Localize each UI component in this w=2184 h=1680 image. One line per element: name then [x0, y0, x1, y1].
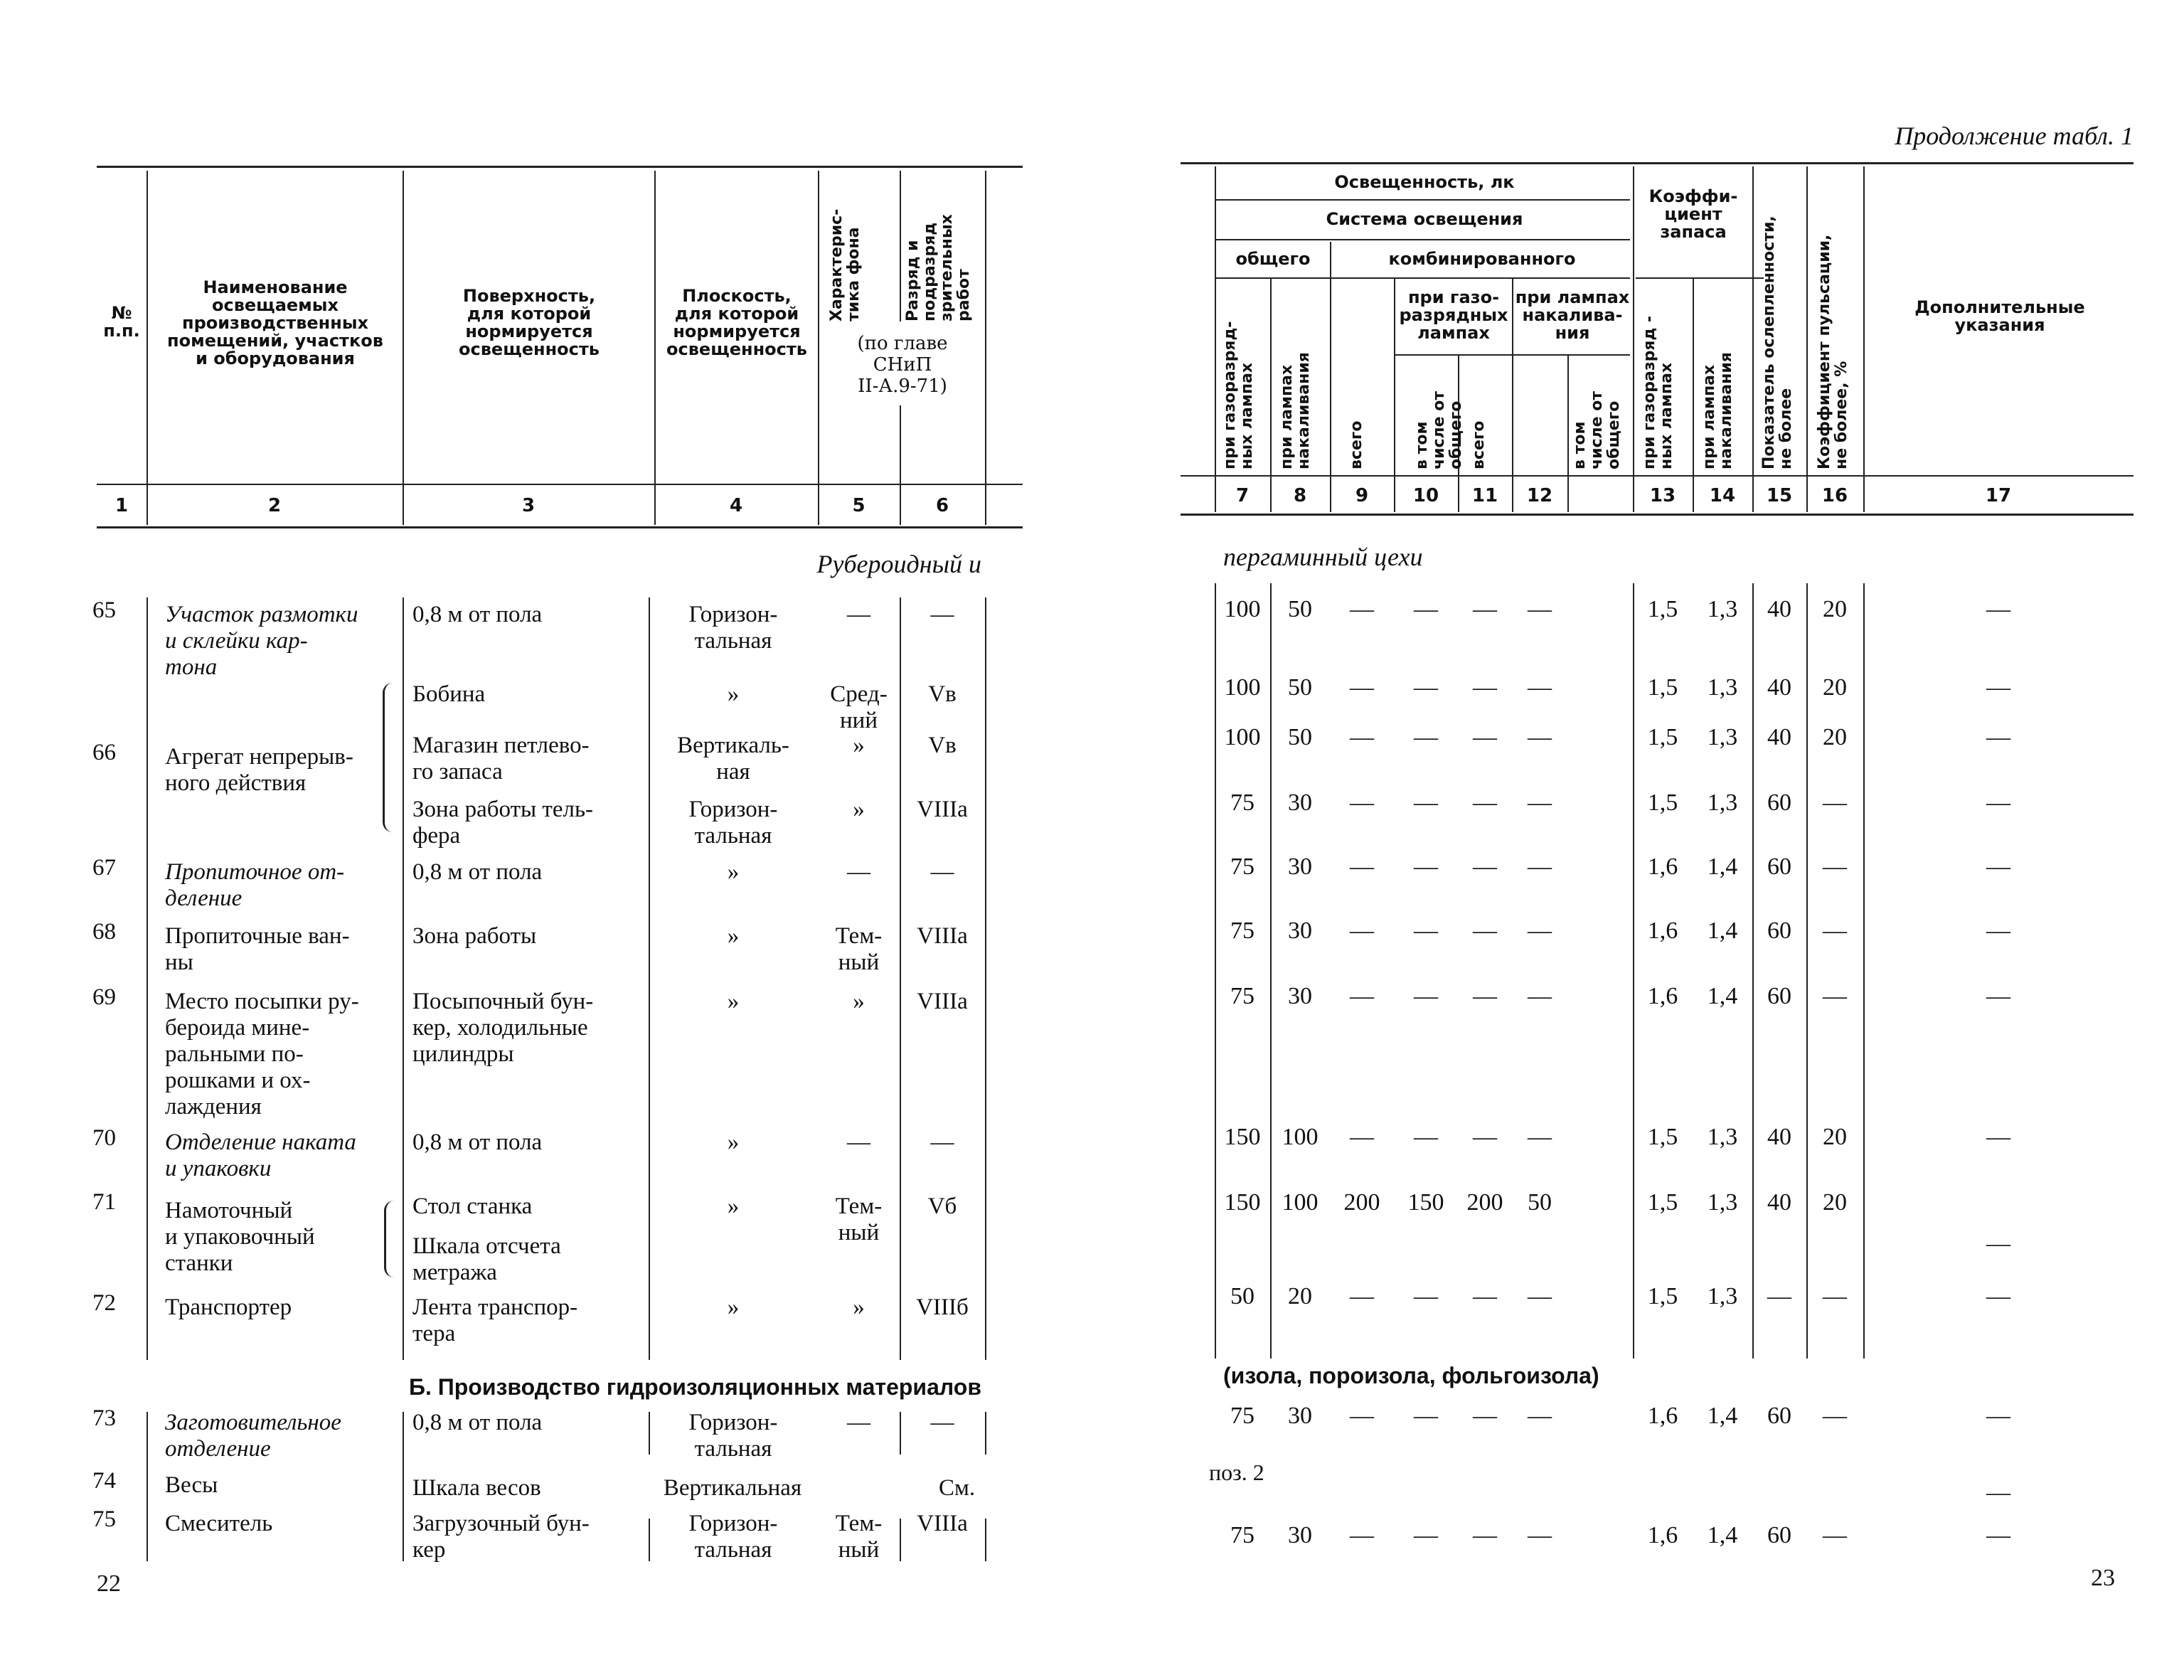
row-72-name: Транспортер	[165, 1294, 292, 1320]
row-71-plane: »	[727, 1193, 740, 1219]
row-75-grade: VIIIа	[917, 1511, 968, 1536]
row-66a-bg: Сред- ний	[830, 681, 888, 733]
right-row-1-col-10: —	[1414, 596, 1438, 622]
header-col12: в том числе от общего	[1571, 390, 1623, 469]
right-row-1-col-13: 1,5	[1647, 596, 1678, 622]
row-68-num: 68	[92, 919, 116, 945]
right-row-1-col-9: —	[1350, 596, 1374, 622]
right-row-9-col-9: 200	[1343, 1189, 1380, 1216]
right-row-1-col-17: —	[1986, 596, 2010, 622]
col-num-1: 1	[114, 495, 129, 516]
col-num-9: 9	[1355, 485, 1369, 506]
row-66b-plane: Вертикаль- ная	[677, 733, 789, 785]
right-row-8-col-8: 100	[1282, 1124, 1319, 1150]
right-row-11-col-12: —	[1528, 1283, 1552, 1309]
right-subheading: пергаминный цехи	[1223, 543, 1423, 571]
col-num-16: 16	[1821, 485, 1848, 506]
right-row-5-col-10: —	[1414, 854, 1438, 880]
row-72-grade: VIIIб	[916, 1294, 969, 1320]
row-75-bg: Тем- ный	[835, 1511, 883, 1563]
section-b-heading: Б. Производство гидроизоляционных материалов	[408, 1374, 981, 1400]
row-66c-grade: VIIIа	[917, 797, 968, 822]
header-background: Характерис- тика фона	[828, 208, 863, 321]
right-row-1-col-16: 20	[1823, 596, 1847, 622]
right-row-11-col-14: 1,3	[1707, 1283, 1738, 1309]
right-row-5-col-16: —	[1823, 854, 1847, 880]
header-col17: Дополнительные указания	[1914, 297, 2085, 335]
right-row-14-col-15: 60	[1767, 1522, 1791, 1548]
row-73-surface: 0,8 м от пола	[412, 1410, 543, 1435]
row-72-num: 72	[92, 1290, 116, 1316]
right-row-4-col-13: 1,5	[1647, 790, 1678, 816]
right-row-3-col-7: 100	[1224, 724, 1261, 750]
col-num-12: 12	[1526, 485, 1553, 506]
right-row-11-col-11: —	[1473, 1283, 1497, 1309]
right-row-10-col-17: —	[1986, 1230, 2010, 1257]
right-row-9-col-15: 40	[1767, 1189, 1791, 1216]
right-row-3-col-13: 1,5	[1647, 724, 1678, 750]
right-row-8-col-9: —	[1350, 1124, 1374, 1150]
col-num-4: 4	[729, 495, 743, 516]
right-row-11-col-9: —	[1350, 1283, 1374, 1309]
col-num-6: 6	[935, 495, 949, 516]
row-69-plane: »	[727, 989, 740, 1014]
col-num-13: 13	[1649, 485, 1676, 506]
row-71-surface: Стол станка	[412, 1193, 533, 1219]
right-row-8-col-13: 1,5	[1647, 1124, 1678, 1150]
right-row-2-col-15: 40	[1767, 674, 1791, 701]
right-row-4-col-16: —	[1823, 790, 1847, 816]
right-row-14-col-14: 1,4	[1707, 1522, 1738, 1548]
row-66b-grade: Vв	[928, 733, 957, 758]
right-row-2-col-17: —	[1986, 674, 2010, 701]
row-67-num: 67	[92, 855, 116, 881]
row-70-num: 70	[92, 1125, 116, 1151]
right-row-1-col-11: —	[1473, 596, 1497, 622]
header-col16: Коэффициент пульсации, не более, %	[1816, 234, 1850, 469]
row-74-surface: Шкала весов	[412, 1475, 541, 1501]
header-system: Система освещения	[1326, 209, 1523, 229]
right-row-3-col-17: —	[1986, 724, 2010, 750]
right-row-8-col-16: 20	[1823, 1124, 1847, 1150]
row-66-num: 66	[92, 740, 116, 765]
right-row-6-col-13: 1,6	[1647, 918, 1678, 944]
header-col7: при газоразряд- ных лампах	[1221, 321, 1256, 469]
right-row-8-col-11: —	[1473, 1124, 1497, 1150]
row-65-name: Участок размотки и склейки кар- тона	[165, 602, 358, 680]
header-col8: при лампах накаливания	[1278, 352, 1313, 469]
right-row-11-col-17: —	[1986, 1283, 2010, 1309]
header-col15: Показатель ослепленности, не более	[1760, 216, 1795, 469]
right-row-11-col-16: —	[1823, 1283, 1847, 1309]
col-num-3: 3	[521, 495, 536, 516]
header-plane: Плоскость, для которой нормируется освещенность	[666, 286, 807, 359]
right-row-14-col-13: 1,6	[1647, 1522, 1678, 1548]
right-row-9-col-7: 150	[1224, 1189, 1261, 1216]
header-grade: Разряд и подразряд зрительных работ	[904, 214, 973, 321]
right-row-3-col-14: 1,3	[1707, 724, 1738, 750]
header-surface: Поверхность, для которой нормируется освещенность	[459, 286, 600, 359]
col-num-17: 17	[1985, 485, 2012, 506]
header-illumination: Освещенность, лк	[1334, 172, 1515, 192]
right-row-6-col-16: —	[1823, 918, 1847, 944]
right-row-11-col-8: 20	[1288, 1283, 1312, 1309]
row-66b-surface: Магазин петлево- го запаса	[412, 733, 590, 785]
row-73-num: 73	[92, 1405, 116, 1431]
right-row-3-col-10: —	[1414, 724, 1438, 750]
right-row-7-col-15: 60	[1767, 983, 1791, 1009]
row-65-plane: Горизон- тальная	[688, 602, 778, 654]
row-67-plane: »	[727, 859, 740, 885]
header-num: № п.п.	[103, 303, 140, 341]
right-row-14-col-17: —	[1986, 1522, 2010, 1548]
continuation-caption: Продолжение табл. 1	[1895, 122, 2134, 150]
right-row-3-col-8: 50	[1288, 724, 1312, 750]
right-row-12-col-12: —	[1528, 1403, 1552, 1429]
right-row-5-col-8: 30	[1288, 854, 1312, 880]
right-row-7-col-14: 1,4	[1707, 983, 1738, 1009]
row-66-bracket	[383, 683, 396, 832]
row-75-num: 75	[92, 1506, 116, 1532]
right-row-6-col-17: —	[1986, 918, 2010, 944]
right-row-6-col-7: 75	[1230, 918, 1255, 944]
right-row-12-col-11: —	[1473, 1403, 1497, 1429]
right-row-2-col-14: 1,3	[1707, 674, 1738, 701]
right-row-1-col-8: 50	[1288, 596, 1312, 622]
right-row-7-col-17: —	[1986, 983, 2010, 1009]
right-row-5-col-14: 1,4	[1707, 854, 1738, 880]
right-row-9-col-8: 100	[1282, 1189, 1319, 1216]
row-65-num: 65	[92, 597, 116, 623]
col-num-10: 10	[1412, 485, 1439, 506]
right-row-8-col-17: —	[1986, 1124, 2010, 1150]
right-row-14-col-16: —	[1823, 1522, 1847, 1548]
right-row-11-col-15: —	[1767, 1283, 1791, 1309]
header-col9: всего	[1348, 420, 1365, 469]
header-col14: при лампах накаливания	[1700, 352, 1735, 469]
col-num-2: 2	[267, 495, 282, 516]
right-row-4-col-7: 75	[1230, 790, 1255, 816]
row-73-name: Заготовительное отделение	[165, 1410, 341, 1462]
row-66a-grade: Vв	[928, 681, 957, 707]
right-row-8-col-14: 1,3	[1707, 1124, 1738, 1150]
row-71-num: 71	[92, 1189, 116, 1215]
right-row-1-col-12: —	[1528, 596, 1552, 622]
row-66a-surface: Бобина	[412, 681, 486, 707]
row-69-grade: VIIIа	[917, 989, 968, 1014]
right-row-5-col-15: 60	[1767, 854, 1791, 880]
col-num-8: 8	[1293, 485, 1307, 506]
right-row-2-col-10: —	[1414, 674, 1438, 701]
section-subheading: Рубероидный и	[816, 550, 981, 578]
row-74-name: Весы	[165, 1472, 218, 1498]
right-row-12-col-14: 1,4	[1707, 1403, 1738, 1429]
right-row-14-col-10: —	[1414, 1522, 1438, 1548]
row-70-grade: —	[930, 1129, 954, 1155]
right-row-6-col-12: —	[1528, 918, 1552, 944]
row-65-bg: —	[847, 602, 870, 627]
row-72-bg: »	[853, 1294, 865, 1320]
row-67-name: Пропиточное от- деление	[165, 859, 345, 911]
right-row-4-col-9: —	[1350, 790, 1374, 816]
row-72-plane: »	[727, 1294, 740, 1320]
right-row-9-col-16: 20	[1823, 1189, 1847, 1216]
right-row-3-col-16: 20	[1823, 724, 1847, 750]
right-row-12-col-9: —	[1350, 1403, 1374, 1429]
row-67-bg: —	[847, 859, 870, 885]
right-row-4-col-15: 60	[1767, 790, 1791, 816]
right-row-14-col-12: —	[1528, 1522, 1552, 1548]
right-row-12-col-15: 60	[1767, 1403, 1791, 1429]
right-row-12-col-17: —	[1986, 1403, 2010, 1429]
right-row-5-col-13: 1,6	[1647, 854, 1678, 880]
right-row-13-col-17: —	[1986, 1479, 2010, 1506]
header-reserve: Коэффи- циент запаса	[1648, 186, 1738, 242]
page-number-left: 22	[97, 1570, 121, 1597]
row-65-grade: —	[930, 602, 954, 627]
right-row-6-col-15: 60	[1767, 918, 1791, 944]
row-71-name: Намоточный и упаковочный станки	[165, 1198, 315, 1276]
right-row-1-col-14: 1,3	[1707, 596, 1738, 622]
right-row-12-col-16: —	[1823, 1403, 1847, 1429]
col-num-5: 5	[852, 495, 865, 516]
header-combined: комбинированного	[1388, 249, 1576, 269]
right-row-8-col-10: —	[1414, 1124, 1438, 1150]
header-general: общего	[1235, 249, 1311, 269]
right-row-5-col-12: —	[1528, 854, 1552, 880]
row-75-name: Смеситель	[165, 1511, 273, 1536]
row-67-surface: 0,8 м от пола	[412, 859, 543, 885]
right-row-7-col-12: —	[1528, 983, 1552, 1009]
right-row-12-col-8: 30	[1288, 1403, 1312, 1429]
row-66c-plane: Горизон- тальная	[688, 797, 778, 849]
page-number-right: 23	[2091, 1565, 2115, 1591]
row-70-bg: —	[847, 1129, 870, 1155]
row-68-grade: VIIIа	[917, 923, 968, 949]
row-75-plane: Горизон- тальная	[688, 1511, 778, 1563]
right-row-2-col-12: —	[1528, 674, 1552, 701]
row-74-plane: Вертикальная	[663, 1475, 802, 1501]
right-row-7-col-8: 30	[1288, 983, 1312, 1009]
row-66c-bg: »	[853, 797, 865, 822]
col-num-15: 15	[1766, 485, 1793, 506]
row-66a-plane: »	[727, 681, 740, 707]
row-69-surface: Посыпочный бун- кер, холодильные цилиндры	[412, 989, 594, 1067]
right-row-3-col-12: —	[1528, 724, 1552, 750]
right-row-8-col-15: 40	[1767, 1124, 1791, 1150]
col-num-14: 14	[1709, 485, 1736, 506]
right-row-2-col-8: 50	[1288, 674, 1312, 701]
row-69-bg: »	[853, 989, 865, 1014]
right-row-11-col-10: —	[1414, 1283, 1438, 1309]
right-row-14-col-7: 75	[1230, 1522, 1255, 1548]
row-68-name: Пропиточные ван- ны	[165, 923, 350, 975]
row-68-surface: Зона работы	[412, 923, 537, 949]
right-row-9-col-12: 50	[1528, 1189, 1552, 1216]
row-70-plane: »	[727, 1129, 740, 1155]
right-row-12-col-10: —	[1414, 1403, 1438, 1429]
right-row-7-col-13: 1,6	[1647, 983, 1678, 1009]
right-row-8-col-7: 150	[1224, 1124, 1261, 1150]
right-row-2-col-13: 1,5	[1647, 674, 1678, 701]
row-72-surface: Лента транспор- тера	[412, 1294, 578, 1346]
right-row-4-col-8: 30	[1288, 790, 1312, 816]
row-68-plane: »	[727, 923, 740, 949]
right-row-1-col-7: 100	[1224, 596, 1261, 622]
right-row-9-col-14: 1,3	[1707, 1189, 1738, 1216]
right-row-9-col-10: 150	[1407, 1189, 1444, 1216]
right-row-7-col-16: —	[1823, 983, 1847, 1009]
right-page	[1095, 0, 2184, 1680]
row-66c-surface: Зона работы тель- фера	[412, 797, 594, 849]
right-row-7-col-10: —	[1414, 983, 1438, 1009]
right-row-4-col-10: —	[1414, 790, 1438, 816]
row-75-surface: Загрузочный бун- кер	[412, 1511, 590, 1563]
row-70-surface: 0,8 м от пола	[412, 1129, 543, 1155]
right-row-14-col-11: —	[1473, 1522, 1497, 1548]
right-row-5-col-11: —	[1473, 854, 1497, 880]
row-71-surface2: Шкала отсчета метража	[412, 1233, 561, 1285]
row-73-grade: —	[930, 1410, 954, 1435]
col-num-11: 11	[1471, 485, 1498, 506]
row-66b-bg: »	[853, 733, 865, 758]
right-row-2-col-16: 20	[1823, 674, 1847, 701]
right-row-4-col-17: —	[1986, 790, 2010, 816]
right-row-7-col-11: —	[1473, 983, 1497, 1009]
row-68-bg: Тем- ный	[835, 923, 883, 975]
row-71-bg: Тем- ный	[835, 1193, 883, 1245]
right-row-5-col-17: —	[1986, 854, 2010, 880]
right-row-6-col-9: —	[1350, 918, 1374, 944]
right-row-11-col-7: 50	[1230, 1283, 1255, 1309]
right-row-4-col-12: —	[1528, 790, 1552, 816]
right-row-14-col-8: 30	[1288, 1522, 1312, 1548]
right-row-6-col-14: 1,4	[1707, 918, 1738, 944]
right-row-12-col-13: 1,6	[1647, 1403, 1678, 1429]
right-row-4-col-11: —	[1473, 790, 1497, 816]
header-inc: при лампах накалива- ния	[1515, 287, 1630, 343]
right-row-5-col-9: —	[1350, 854, 1374, 880]
row-67-grade: —	[930, 859, 954, 885]
right-row-5-col-7: 75	[1230, 854, 1255, 880]
right-note-pos: поз. 2	[1209, 1460, 1264, 1485]
right-row-8-col-12: —	[1528, 1124, 1552, 1150]
row-71-grade: Vб	[927, 1193, 957, 1219]
right-row-7-col-7: 75	[1230, 983, 1255, 1009]
right-row-2-col-11: —	[1473, 674, 1497, 701]
right-row-3-col-15: 40	[1767, 724, 1791, 750]
right-row-2-col-7: 100	[1224, 674, 1261, 701]
header-col10: в том числе от общего	[1413, 390, 1465, 469]
header-col13: при газоразряд - ных лампах	[1641, 315, 1676, 469]
right-row-3-col-9: —	[1350, 724, 1374, 750]
right-row-6-col-8: 30	[1288, 918, 1312, 944]
right-row-2-col-9: —	[1350, 674, 1374, 701]
right-row-3-col-11: —	[1473, 724, 1497, 750]
row-74-grade: См.	[939, 1475, 976, 1501]
row-65-surface: 0,8 м от пола	[412, 602, 543, 627]
row-69-name: Место посыпки ру- бероида мине- ральными по- рошками и ох- лаждения	[165, 989, 359, 1120]
right-row-7-col-9: —	[1350, 983, 1374, 1009]
row-70-name: Отделение наката и упаковки	[165, 1129, 356, 1181]
header-snip: (по главе СНиП II-А.9-71)	[857, 333, 948, 397]
row-73-bg: —	[847, 1410, 870, 1435]
right-row-11-col-13: 1,5	[1647, 1283, 1678, 1309]
row-66-name: Агрегат непрерыв- ного действия	[165, 744, 353, 796]
right-row-9-col-13: 1,5	[1647, 1189, 1678, 1216]
header-col11: всего	[1470, 420, 1488, 469]
header-name: Наименование освещаемых производственных помещений, участков и оборудования	[167, 277, 383, 368]
row-69-num: 69	[92, 984, 116, 1010]
header-gas: при газо- разрядных лампах	[1399, 287, 1508, 343]
right-row-1-col-15: 40	[1767, 596, 1791, 622]
row-74-num: 74	[92, 1468, 116, 1494]
row-71-bracket	[384, 1201, 398, 1277]
row-73-plane: Горизон- тальная	[688, 1410, 778, 1462]
right-row-14-col-9: —	[1350, 1522, 1374, 1548]
right-row-9-col-11: 200	[1466, 1189, 1503, 1216]
col-num-7: 7	[1235, 485, 1250, 506]
right-row-6-col-10: —	[1414, 918, 1438, 944]
right-row-4-col-14: 1,3	[1707, 790, 1738, 816]
right-row-6-col-11: —	[1473, 918, 1497, 944]
right-subheading-2: (изола, пороизола, фольгоизола)	[1223, 1363, 1599, 1388]
right-row-12-col-7: 75	[1230, 1403, 1255, 1429]
